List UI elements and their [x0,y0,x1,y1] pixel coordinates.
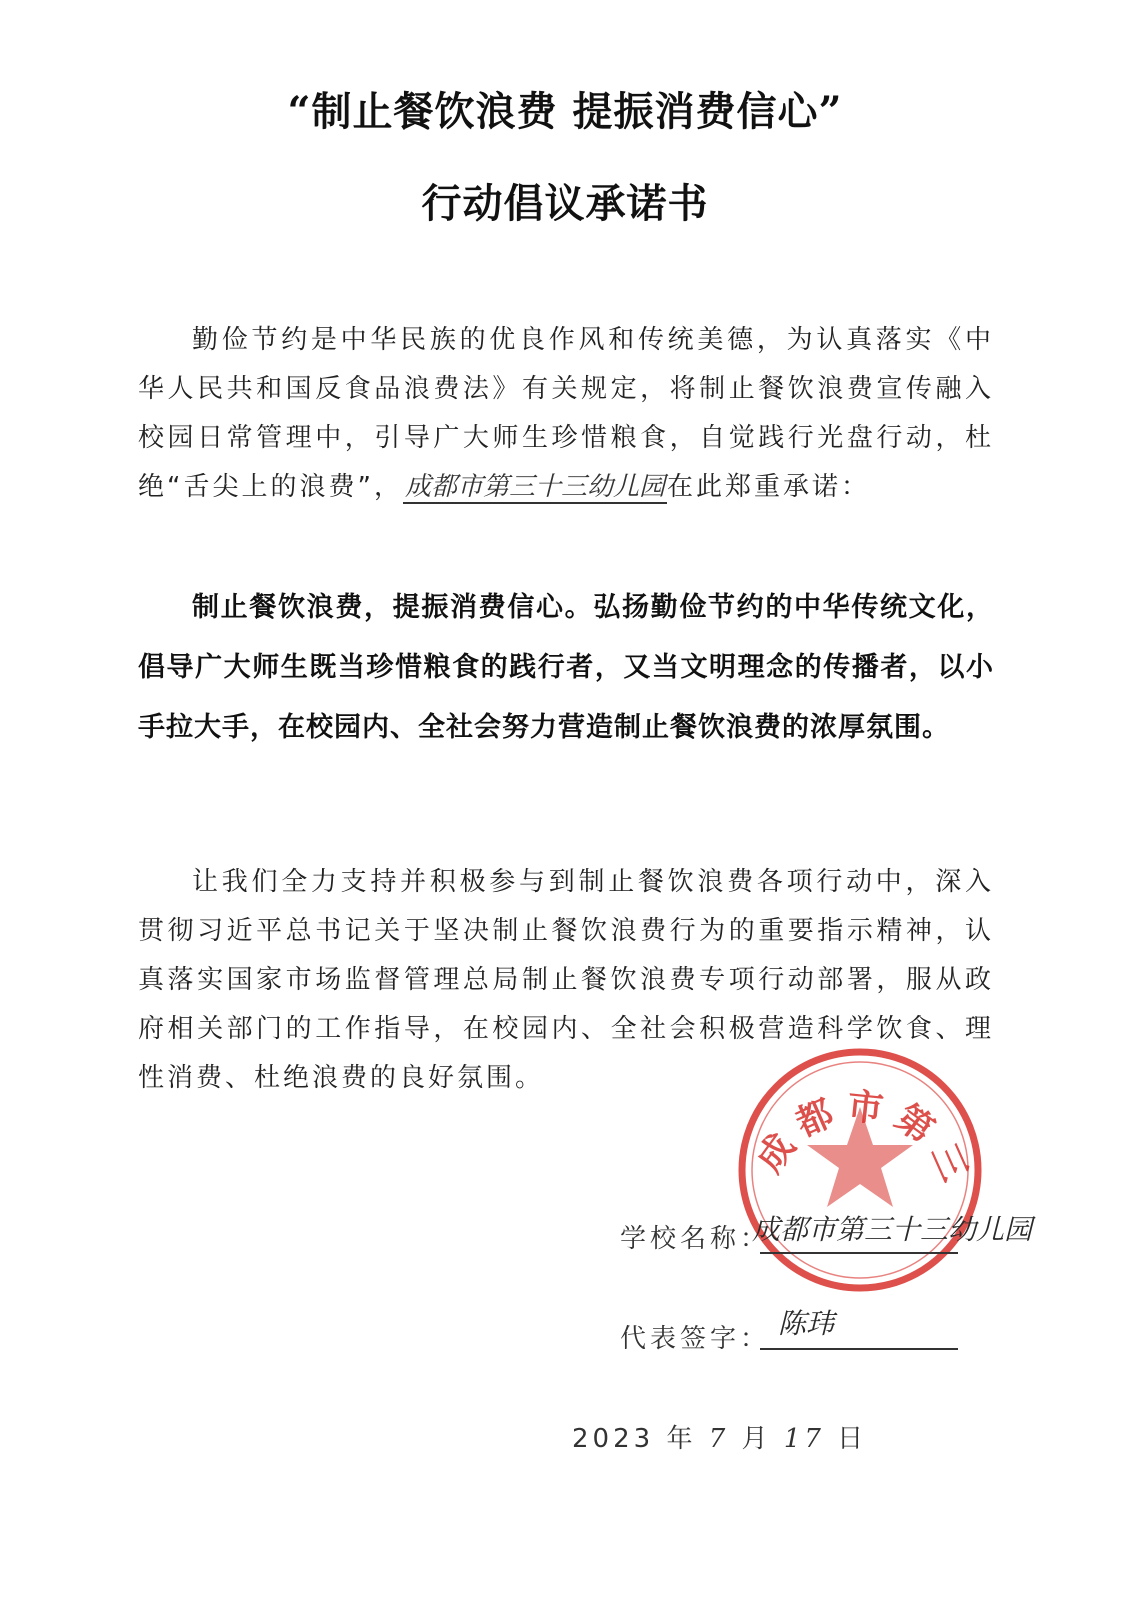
school-name-label: 学校名称： [620,1224,771,1254]
commitment-paragraph: 制止餐饮浪费，提振消费信心。弘扬勤俭节约的中华传统文化，倡导广大师生既当珍惜粮食的践行者，又当文明理念的传播者，以小手拉大手，在校园内、全社会努力营造制止餐饮浪费的浓厚氛围。 [138,592,994,743]
date-month-unit: 月 [741,1424,772,1454]
document-date [572,1418,867,1455]
school-name-underline [760,1252,958,1254]
document-title-line2: 行动倡议承诺书 [421,180,709,227]
date-day-unit: 日 [837,1424,868,1454]
intro-paragraph [138,316,994,512]
handwritten-school-value: 成都市第三十三幼儿园 [752,1213,1033,1246]
document-title-line1: “制止餐饮浪费 提振消费信心” [287,88,843,135]
handwritten-signature: 陈玮 [778,1307,835,1340]
seal-text: 成都市第三 [749,1086,979,1197]
intro-text: 勤俭节约是中华民族的优良作风和传统美德，为认真落实《中华人民共和国反食品浪费法》有关规定，将制止餐饮浪费宣传融入校园日常管理中，引导广大师生珍惜粮食，自觉践行光盘行动，杜绝“舌尖上的浪费”， [138,325,994,502]
intro-tail-text: 在此郑重承诺： [666,472,870,502]
official-seal-stamp [735,1045,985,1295]
handwritten-school-name: 成都市第三十三幼儿园 [404,472,665,502]
signature-underline [760,1348,958,1350]
date-year-unit: 年 [666,1424,697,1454]
date-month: 7 [708,1424,730,1454]
representative-signature-label: 代表签字： [620,1324,771,1354]
closing-paragraph: 让我们全力支持并积极参与到制止餐饮浪费各项行动中，深入贯彻习近平总书记关于坚决制止餐饮浪费行为的重要指示精神，认真落实国家市场监督管理总局制止餐饮浪费专项行动部署，服从政府相关部门的工作指导，在校园内、全社会积极营造科学饮食、理性消费、杜绝浪费的良好氛围。 [138,867,994,1093]
date-day: 17 [783,1424,825,1454]
date-year: 2023 [572,1424,655,1454]
